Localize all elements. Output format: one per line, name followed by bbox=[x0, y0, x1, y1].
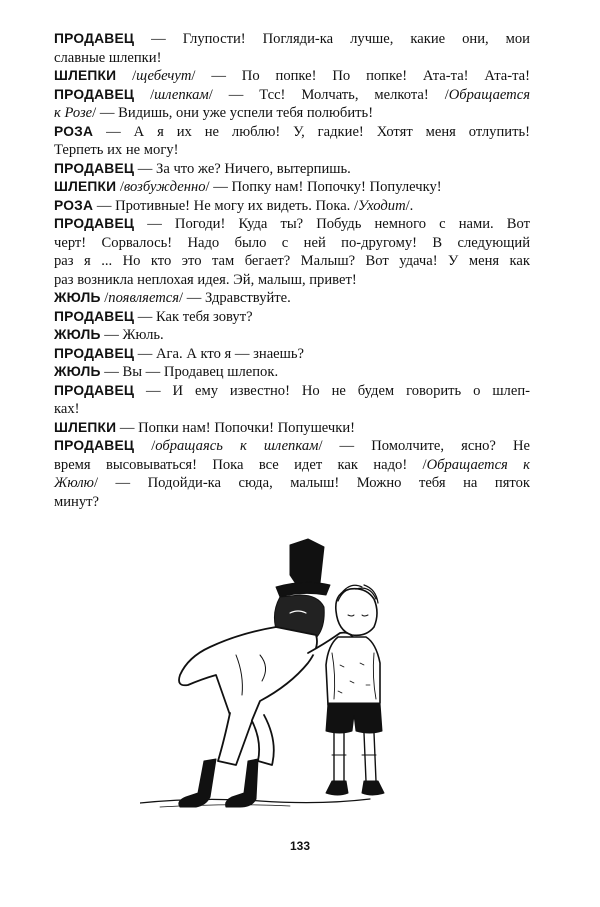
text-line bbox=[54, 49, 530, 68]
illustration-seller-and-boy bbox=[140, 535, 470, 820]
text-line bbox=[54, 271, 530, 290]
line-text: — Противные! Не могу их видеть. Пока. / bbox=[93, 197, 359, 214]
text-line bbox=[54, 178, 530, 197]
stage-direction: Уходит bbox=[358, 197, 406, 214]
speaker-name: ШЛЕПКИ bbox=[54, 68, 117, 83]
stage-direction: Обращается к bbox=[426, 456, 530, 473]
line-text: / bbox=[116, 179, 124, 195]
speaker-name: ЖЮЛЬ bbox=[54, 364, 101, 379]
speaker-name: ЖЮЛЬ bbox=[54, 290, 101, 305]
speaker-name: РОЗА bbox=[54, 123, 94, 139]
text-line bbox=[54, 400, 530, 419]
text-line bbox=[54, 308, 530, 327]
text-line bbox=[54, 234, 530, 253]
line-text: — За что же? Ничего, вытерпишь. bbox=[134, 160, 351, 177]
line-text: /. bbox=[405, 197, 414, 214]
speaker-name: ПРОДАВЕЦ bbox=[54, 308, 135, 324]
line-text: минут? bbox=[54, 493, 100, 510]
text-line bbox=[54, 141, 530, 160]
line-text: / bbox=[134, 438, 156, 454]
text-line bbox=[54, 86, 530, 105]
speaker-name: ПРОДАВЕЦ bbox=[54, 438, 135, 453]
text-line bbox=[54, 123, 530, 142]
line-text: раз я ... Но кто это там бегает? Малыш? Вот удача! У меня как bbox=[54, 253, 530, 269]
stage-direction: обращаясь к шлепкам bbox=[155, 438, 319, 454]
line-text: — Глупости! Погляди-ка лучше, какие они, мои bbox=[134, 31, 530, 47]
text-line bbox=[54, 289, 530, 308]
stage-direction: появляется bbox=[108, 290, 180, 306]
text-line bbox=[54, 67, 530, 86]
stage-direction: шлепкам bbox=[154, 86, 209, 103]
text-line bbox=[54, 474, 530, 493]
stage-direction: возбужденно bbox=[123, 179, 206, 195]
speaker-name: РОЗА bbox=[54, 197, 94, 213]
line-text: раз возникла неплохая идея. Эй, малыш, привет! bbox=[54, 271, 357, 288]
stage-direction: щебечут bbox=[136, 68, 192, 84]
speaker-name: ПРОДАВЕЦ bbox=[54, 31, 135, 46]
text-line bbox=[54, 104, 530, 123]
speaker-name: ШЛЕПКИ bbox=[54, 419, 117, 435]
line-text: / — Здравствуйте. bbox=[179, 290, 291, 306]
text-line bbox=[54, 160, 530, 179]
text-line bbox=[54, 197, 530, 216]
line-text: Терпеть их не могу! bbox=[54, 142, 179, 158]
line-text: — Жюль. bbox=[100, 327, 164, 343]
text-line bbox=[54, 363, 530, 382]
speaker-name: ПРОДАВЕЦ bbox=[54, 86, 135, 102]
text-line bbox=[54, 493, 530, 512]
line-text: — Погоди! Куда ты? Побудь немного с нами. Вот bbox=[134, 216, 530, 232]
text-line bbox=[54, 215, 530, 234]
text-line bbox=[54, 345, 530, 364]
text-line bbox=[54, 252, 530, 271]
page-number: 133 bbox=[289, 839, 311, 853]
speaker-name: ПРОДАВЕЦ bbox=[54, 160, 135, 176]
line-text: время высовываться! Пока все идет как надо! / bbox=[54, 456, 427, 473]
speaker-name: ПРОДАВЕЦ bbox=[54, 216, 135, 231]
text-line bbox=[54, 30, 530, 49]
line-text: — Вы — Продавец шлепок. bbox=[100, 364, 279, 380]
line-text: черт! Сорвалось! Надо было с ней по-другому! В следующий bbox=[54, 234, 530, 251]
line-text: / — Помолчите, ясно? Не bbox=[318, 438, 530, 454]
line-text: — А я их не люблю! У, гадкие! Хотят меня отлупить! bbox=[93, 123, 530, 140]
line-text: — Как тебя зовут? bbox=[134, 308, 253, 325]
line-text: — Попки нам! Попочки! Попушечки! bbox=[116, 419, 356, 436]
stage-direction: Обращается bbox=[448, 86, 530, 103]
speaker-name: ПРОДАВЕЦ bbox=[54, 345, 135, 361]
stage-direction: к Розе bbox=[54, 105, 93, 121]
line-text: / — По попке! По попке! Ата-та! Ата-та! bbox=[191, 68, 530, 84]
text-line bbox=[54, 456, 530, 475]
line-text: славные шлепки! bbox=[54, 49, 162, 66]
text-line bbox=[54, 437, 530, 456]
speaker-name: ЖЮЛЬ bbox=[54, 327, 101, 342]
line-text: — И ему известно! Но не будем говорить о шлеп- bbox=[134, 382, 530, 399]
stage-direction: Жюлю bbox=[54, 475, 94, 491]
text-line bbox=[54, 382, 530, 401]
play-text bbox=[54, 30, 530, 511]
text-line bbox=[54, 326, 530, 345]
line-text: / — Тсс! Молчать, мелкота! / bbox=[208, 86, 449, 103]
line-text: / — Видишь, они уже успели тебя полюбить! bbox=[92, 105, 374, 121]
line-text: — Ага. А кто я — знаешь? bbox=[134, 345, 305, 362]
line-text: / bbox=[100, 290, 109, 306]
speaker-name: ШЛЕПКИ bbox=[54, 179, 117, 194]
speaker-name: ПРОДАВЕЦ bbox=[54, 382, 135, 398]
line-text: / — Попку нам! Попочку! Популечку! bbox=[205, 179, 442, 195]
line-text: / bbox=[134, 86, 155, 103]
line-text: ках! bbox=[54, 401, 80, 417]
line-text: / bbox=[116, 68, 137, 84]
text-line bbox=[54, 419, 530, 438]
line-text: / — Подойди-ка сюда, малыш! Можно тебя на пяток bbox=[93, 475, 530, 491]
